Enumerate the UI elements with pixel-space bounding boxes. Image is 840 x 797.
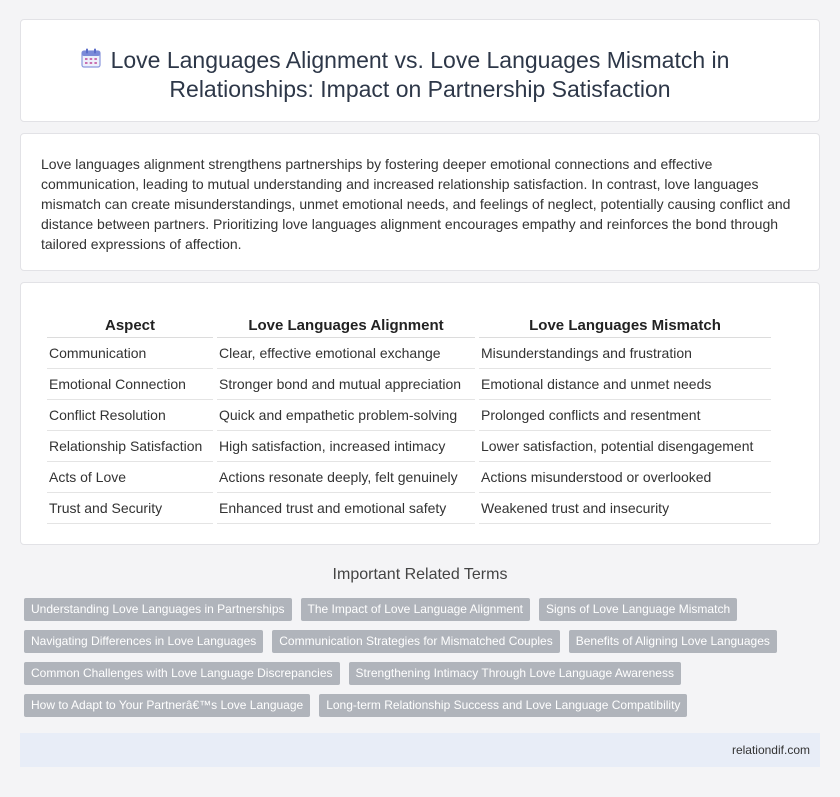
summary-card — [20, 133, 820, 271]
header-aspect: Aspect — [47, 314, 213, 338]
footer-site[interactable]: relationdif.com — [731, 743, 810, 757]
table-row — [47, 462, 771, 493]
table-cell: Clear, effective emotional exchange — [217, 338, 475, 369]
related-term-tag[interactable]: Common Challenges with Love Language Discrepancies — [24, 662, 340, 685]
related-terms-title: Important Related Terms — [332, 566, 508, 583]
table-row — [47, 431, 771, 462]
related-term-tag[interactable]: The Impact of Love Language Alignment — [301, 598, 530, 621]
related-term-tag[interactable]: How to Adapt to Your Partnerâ€™s Love Language — [24, 694, 310, 717]
table-row — [47, 400, 771, 431]
table-cell: High satisfaction, increased intimacy — [217, 431, 475, 462]
comparison-card — [20, 282, 820, 545]
related-term-tag[interactable]: Long-term Relationship Success and Love Language Compatibility — [319, 694, 687, 717]
table-cell: Emotional Connection — [47, 369, 213, 400]
table-cell: Communication — [47, 338, 213, 369]
related-term-tag[interactable]: Communication Strategies for Mismatched Couples — [272, 630, 559, 653]
related-terms-list — [24, 598, 814, 726]
table-cell: Trust and Security — [47, 493, 213, 524]
table-cell: Misunderstandings and frustration — [479, 338, 771, 369]
table-cell: Lower satisfaction, potential disengagement — [479, 431, 771, 462]
summary-text: Love languages alignment strengthens partnerships by fostering deeper emotional connections and effective communication, leading to mutual understanding and increased relationship satisfaction. In contrast, love languages mismatch can create misunderstandings, unmet emotional needs, and feelings of neglect, potentially causing conflict and distance between partners. Prioritizing love languages alignment encourages empathy and reinforces the bond through tailored expressions of affection. — [41, 156, 791, 252]
table-cell: Conflict Resolution — [47, 400, 213, 431]
page-title-line1: Love Languages Alignment vs. Love Languages Mismatch in — [110, 47, 730, 73]
table-header-row — [47, 314, 771, 338]
table-row — [47, 369, 771, 400]
header-mismatch: Love Languages Mismatch — [479, 314, 771, 338]
table-cell: Relationship Satisfaction — [47, 431, 213, 462]
related-term-tag[interactable]: Navigating Differences in Love Languages — [24, 630, 263, 653]
page-title — [21, 46, 819, 104]
footer — [20, 733, 820, 767]
related-term-tag[interactable]: Signs of Love Language Mismatch — [539, 598, 737, 621]
table-cell: Quick and empathetic problem-solving — [217, 400, 475, 431]
table-cell: Prolonged conflicts and resentment — [479, 400, 771, 431]
table-cell: Acts of Love — [47, 462, 213, 493]
page-title-line2: Relationships: Impact on Partnership Satisfaction — [169, 76, 671, 102]
table-cell: Enhanced trust and emotional safety — [217, 493, 475, 524]
comparison-table — [43, 314, 775, 524]
table-cell: Actions resonate deeply, felt genuinely — [217, 462, 475, 493]
related-term-tag[interactable]: Benefits of Aligning Love Languages — [569, 630, 777, 653]
table-cell: Weakened trust and insecurity — [479, 493, 771, 524]
title-card — [20, 19, 820, 122]
table-cell: Stronger bond and mutual appreciation — [217, 369, 475, 400]
table-row — [47, 493, 771, 524]
table-cell: Actions misunderstood or overlooked — [479, 462, 771, 493]
related-term-tag[interactable]: Strengthening Intimacy Through Love Language Awareness — [349, 662, 681, 685]
header-alignment: Love Languages Alignment — [217, 314, 475, 338]
table-cell: Emotional distance and unmet needs — [479, 369, 771, 400]
table-row — [47, 338, 771, 369]
related-term-tag[interactable]: Understanding Love Languages in Partnerships — [24, 598, 292, 621]
